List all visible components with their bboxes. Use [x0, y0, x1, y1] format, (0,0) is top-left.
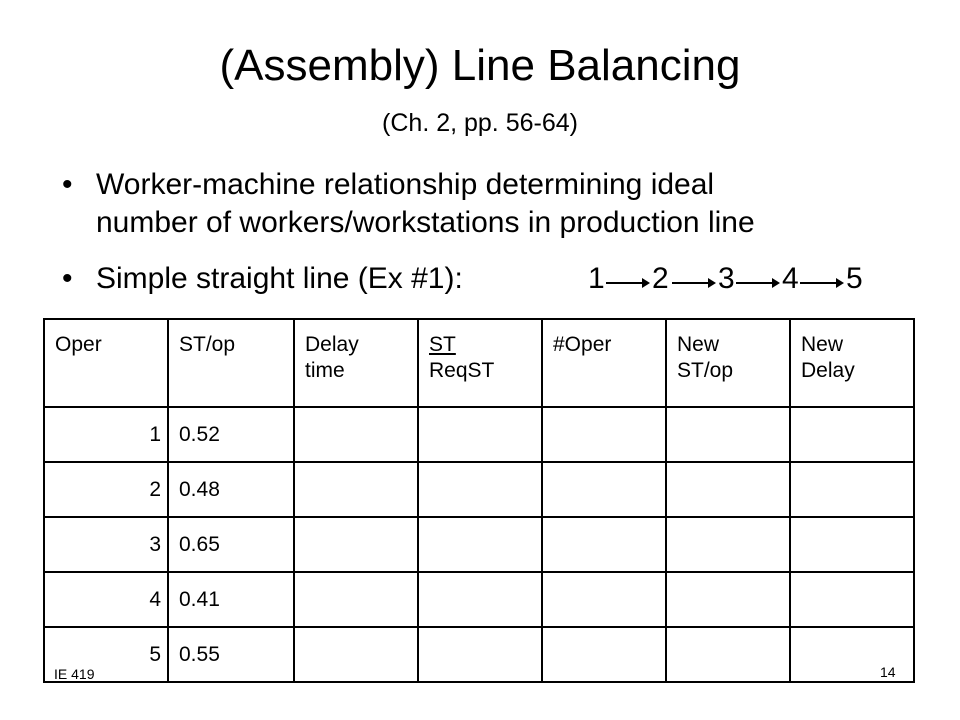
bullet-1-line-1: Worker-machine relationship determining ideal [96, 168, 715, 201]
oper-cell: 4 [44, 572, 168, 627]
table-row [44, 627, 914, 682]
bullet-dot: • [62, 168, 73, 201]
table-row [44, 462, 914, 517]
course-label: IE 419 [54, 666, 95, 682]
st-cell: 0.41 [168, 572, 294, 627]
header-new-delay: New Delay [790, 319, 914, 407]
flow-arrow-3 [736, 278, 780, 288]
operations-table [43, 318, 915, 683]
flow-arrow-1 [606, 278, 650, 288]
st-cell: 0.52 [168, 407, 294, 462]
table-row [44, 572, 914, 627]
bullet-2-text: Simple straight line (Ex #1): [96, 262, 463, 295]
table-header-row [44, 319, 914, 407]
empty-cell [294, 462, 418, 517]
bullet-dot: • [62, 262, 73, 295]
flow-node-2: 2 [652, 262, 669, 295]
empty-cell [418, 627, 542, 682]
oper-cell: 5 [44, 627, 168, 682]
empty-cell [666, 572, 790, 627]
flow-arrow-4 [800, 278, 844, 288]
empty-cell [294, 517, 418, 572]
empty-cell [542, 572, 666, 627]
header-num-oper: #Oper [542, 319, 666, 407]
flow-node-5: 5 [846, 262, 863, 295]
page-number: 14 [880, 664, 896, 680]
empty-cell [542, 517, 666, 572]
empty-cell [294, 407, 418, 462]
table-row [44, 407, 914, 462]
empty-cell [418, 407, 542, 462]
table-row [44, 517, 914, 572]
oper-cell: 1 [44, 407, 168, 462]
empty-cell [542, 462, 666, 517]
empty-cell [790, 462, 914, 517]
empty-cell [294, 572, 418, 627]
empty-cell [790, 407, 914, 462]
flow-node-4: 4 [782, 262, 799, 295]
oper-cell: 2 [44, 462, 168, 517]
empty-cell [418, 572, 542, 627]
empty-cell [790, 572, 914, 627]
empty-cell [666, 407, 790, 462]
empty-cell [542, 407, 666, 462]
header-delay-time: Delay time [294, 319, 418, 407]
empty-cell [542, 627, 666, 682]
empty-cell [666, 627, 790, 682]
header-st-reqst: ST ReqST [418, 319, 542, 407]
header-new-st-op: New ST/op [666, 319, 790, 407]
oper-cell: 3 [44, 517, 168, 572]
st-cell: 0.65 [168, 517, 294, 572]
header-st-op: ST/op [168, 319, 294, 407]
flow-arrow-2 [672, 278, 716, 288]
empty-cell [294, 627, 418, 682]
st-cell: 0.48 [168, 462, 294, 517]
slide-subtitle: (Ch. 2, pp. 56-64) [382, 109, 578, 137]
empty-cell [418, 517, 542, 572]
empty-cell [790, 517, 914, 572]
bullet-1-line-2: number of workers/workstations in production line [96, 206, 755, 239]
flow-node-3: 3 [718, 262, 735, 295]
empty-cell [418, 462, 542, 517]
empty-cell [666, 462, 790, 517]
empty-cell [666, 517, 790, 572]
slide-title: (Assembly) Line Balancing [219, 41, 741, 90]
st-cell: 0.55 [168, 627, 294, 682]
header-oper: Oper [44, 319, 168, 407]
flow-node-1: 1 [588, 262, 605, 295]
